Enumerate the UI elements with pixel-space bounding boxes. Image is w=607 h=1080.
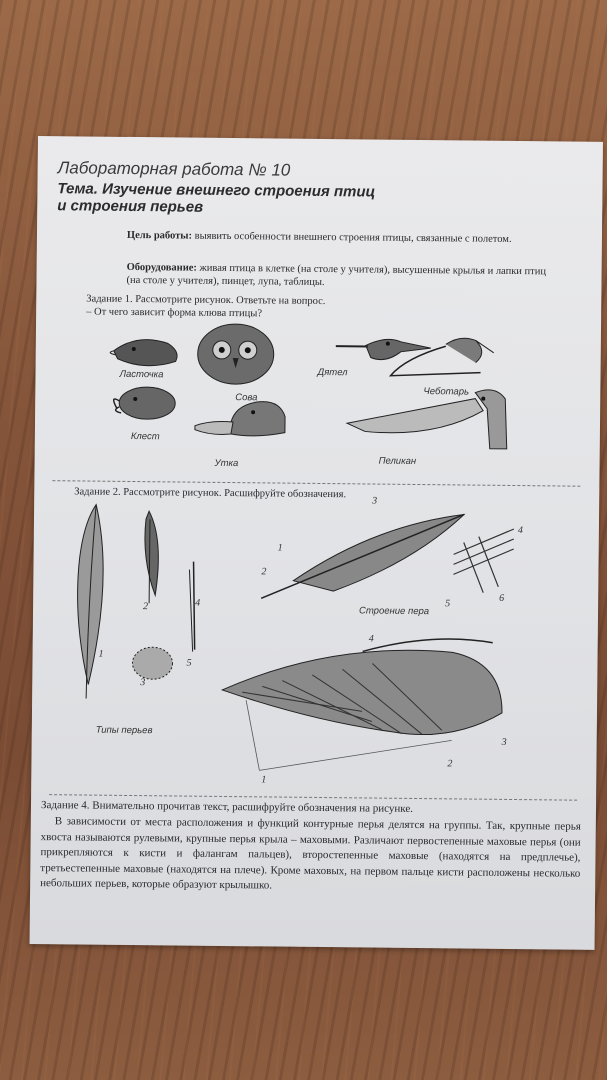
feather-structure-caption: Строение пера — [358, 605, 430, 618]
task4-title: Задание 4. Внимательно прочитав текст, расшифруйте обозначения на рисунке. — [40, 799, 414, 815]
owl-head-drawing — [197, 324, 274, 385]
theme-line-2: и строения перьев — [57, 197, 204, 216]
feather-structure-drawing — [261, 512, 514, 601]
goal-label: Цель работы: — [126, 229, 193, 242]
pelican-head-drawing — [347, 388, 508, 449]
label-owl: Сова — [235, 392, 258, 404]
task1-title: Задание 1. Рассмотрите рисунок. Ответьте на вопрос. — [86, 293, 326, 308]
equipment-paragraph — [126, 261, 546, 291]
contour-feather-drawing — [76, 504, 103, 698]
label-crossbill: Клест — [130, 430, 160, 443]
marker-5-structure: 5 — [445, 598, 451, 610]
label-avocet: Чеботарь — [423, 386, 470, 398]
goal-paragraph — [127, 229, 547, 246]
label-swallow: Ласточка — [119, 368, 164, 381]
task2-title: Задание 2. Рассмотрите рисунок. Расшифруйте обозначения. — [74, 486, 347, 501]
crossbill-head-drawing — [113, 387, 175, 420]
marker-5-feather: 5 — [186, 657, 192, 669]
goal-text: выявить особенности внешнего строения птицы, связанные с полетом. — [194, 230, 512, 245]
marker-3-structure: 3 — [372, 495, 378, 507]
worksheet-page — [30, 136, 603, 950]
swallow-head-drawing — [110, 339, 177, 366]
equipment-label: Оборудование: — [126, 261, 197, 274]
lab-title: Лабораторная работа № 10 — [57, 158, 291, 180]
marker-2-feather: 2 — [143, 601, 149, 613]
label-duck: Утка — [214, 457, 239, 470]
down-feather-drawing — [144, 511, 159, 603]
task1-question: – От чего зависит форма клюва птицы? — [86, 306, 263, 320]
theme-title — [57, 180, 527, 219]
equipment-text: живая птица в клетке (на столе у учителя), высушенные крылья и лапки птиц (на столе у учителя), пинцет, лупа, таблицы. — [126, 262, 547, 289]
duck-head-drawing — [195, 401, 285, 436]
marker-2-structure: 2 — [261, 566, 267, 578]
down-tuft-drawing — [132, 647, 172, 679]
task4-text: В зависимости от места расположения и функций контурные перья делятся на группы. Так, крупные перья хвоста называются рулевыми, крупные перья крыла – маховыми. Различают первостепенные маховые перья (они прикрепляются к кисти и фалангам пальцев), второстепенные маховые (находятся на предплечье), третьестепенные маховые (находятся на плече). Кроме маховых, на первом пальце кисти расположены несколько небольших перьев, которые образуют крылышко. — [40, 815, 581, 892]
marker-1-structure: 1 — [277, 542, 283, 554]
marker-4-wing: 4 — [368, 633, 374, 645]
marker-4-structure: 4 — [517, 525, 523, 537]
bird-heads-illustration — [34, 324, 601, 490]
label-woodpecker: Дятел — [317, 366, 348, 379]
marker-3-wing: 3 — [501, 736, 507, 748]
marker-6-structure: 6 — [499, 592, 505, 604]
marker-2-wing: 2 — [447, 758, 453, 770]
theme-line-1: Тема. Изучение внешнего строения птиц — [57, 180, 376, 201]
marker-1-feather: 1 — [98, 648, 104, 660]
label-pelican: Пеликан — [378, 455, 417, 467]
feathers-illustration — [31, 495, 599, 794]
feather-types-caption: Типы перьев — [95, 724, 153, 737]
marker-4-feather: 4 — [195, 597, 201, 609]
wing-drawing — [221, 637, 502, 773]
marker-3-feather: 3 — [140, 677, 146, 689]
task1-heading — [86, 293, 526, 324]
marker-1-wing: 1 — [261, 774, 267, 786]
